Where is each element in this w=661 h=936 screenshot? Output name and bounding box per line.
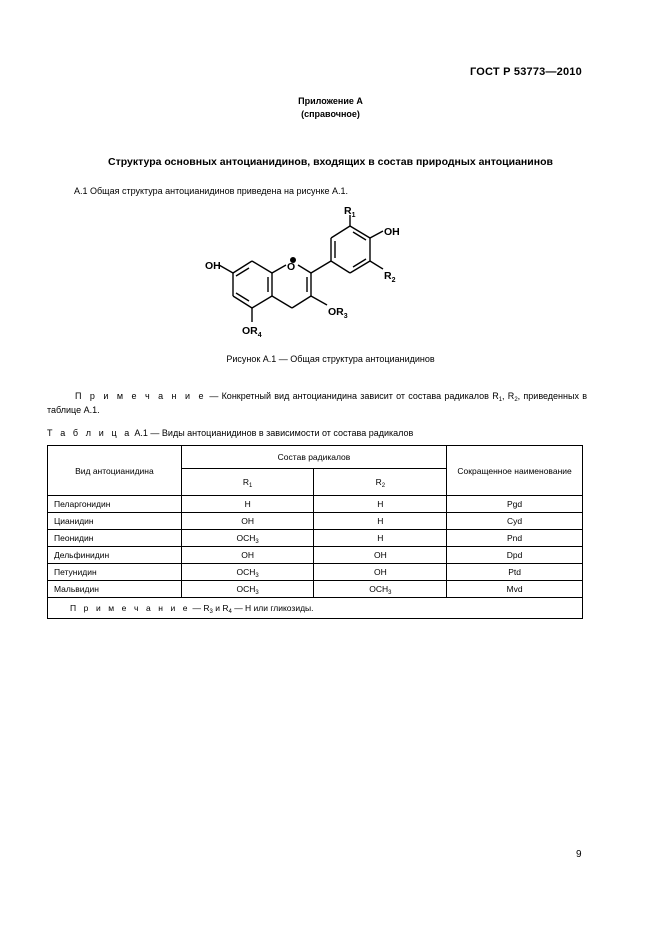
note-prefix: П р и м е ч а н и е xyxy=(75,391,207,401)
header-r1: $R_1$ xyxy=(181,469,314,496)
header-type: Вид антоцианидина xyxy=(48,446,182,496)
or3-label: $OR_3$ xyxy=(328,306,348,320)
anthocyanidins-table xyxy=(47,445,583,619)
table-footnote-row xyxy=(48,598,583,619)
table-row: Мальвидин $OCH_3$ $OCH_3$ Mvd xyxy=(48,581,583,598)
r2-label: $R_2$ xyxy=(384,270,396,284)
table-row: Цианидин OH H Cyd xyxy=(48,513,583,530)
hydroxyl-right-label: OH xyxy=(384,226,400,238)
appendix-title: Приложение А xyxy=(298,96,363,106)
intro-paragraph: А.1 Общая структура антоцианидинов приведена на рисунке А.1. xyxy=(74,186,349,196)
figure-note: П р и м е ч а н и е — Конкретный вид антоцианидина зависит от состава радикалов $R_1$, $R_2$, приведенных в таблице А.1. xyxy=(47,391,588,415)
or4-label: $OR_4$ xyxy=(242,325,262,339)
table-header-row xyxy=(48,446,583,469)
page-number: 9 xyxy=(576,849,582,860)
appendix-kind: (справочное) xyxy=(301,109,360,119)
table-footnote: П р и м е ч а н и е — $R_3$ и $R_4$ — H или гликозиды. xyxy=(48,598,583,619)
table-row: Дельфинидин OH OH Dpd xyxy=(48,547,583,564)
molecule-bonds xyxy=(219,215,383,322)
header-abbreviation: Сокращенное наименование xyxy=(447,446,583,496)
r1-label: $R_1$ xyxy=(344,205,356,219)
table-caption: Т а б л и ц а А.1 — Виды антоцианидинов в зависимости от состава радикалов xyxy=(47,428,414,438)
table-row: Пеонидин $OCH_3$ H Pnd xyxy=(48,530,583,547)
standard-number: ГОСТ Р 53773—2010 xyxy=(470,66,582,78)
anthocyanidin-structure-figure xyxy=(205,203,415,343)
header-radicals: Состав радикалов xyxy=(181,446,446,469)
table-row: Пеларгонидин H H Pgd xyxy=(48,496,583,513)
table-row: Петунидин $OCH_3$ OH Ptd xyxy=(48,564,583,581)
hydroxyl-left-label: OH xyxy=(205,260,221,272)
ring-oxygen-label: O xyxy=(287,261,296,273)
header-r2: $R_2$ xyxy=(314,469,447,496)
section-title: Структура основных антоцианидинов, входящих в состав природных антоцианинов xyxy=(108,156,553,168)
figure-caption: Рисунок А.1 — Общая структура антоцианидинов xyxy=(226,354,435,364)
